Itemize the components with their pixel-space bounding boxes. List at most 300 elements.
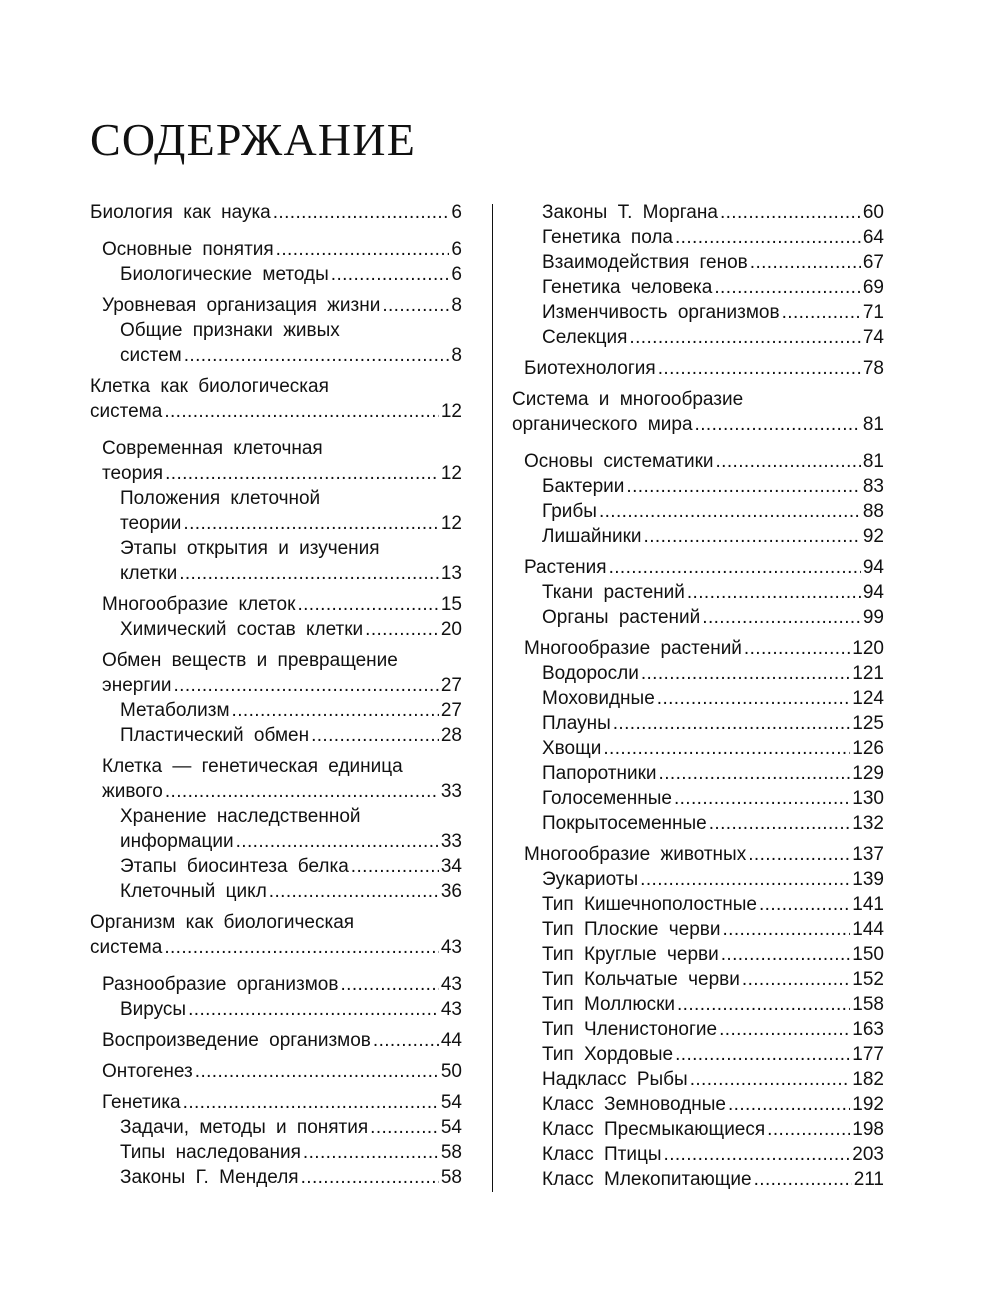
dot-leader	[719, 1017, 850, 1042]
toc-entry	[512, 605, 884, 630]
toc-entry-title: Надкласс Рыбы	[542, 1069, 688, 1090]
page-number: 43	[440, 974, 462, 995]
toc-entry-line	[102, 673, 462, 698]
toc-entry	[90, 237, 462, 262]
toc-entry	[90, 1090, 462, 1115]
toc-entry-line	[542, 1142, 884, 1167]
dot-leader	[165, 779, 439, 804]
toc-entry	[512, 942, 884, 967]
page-number: 120	[852, 638, 884, 659]
toc-entry-title: Метаболизм	[120, 700, 230, 721]
toc-entry-title: Эукариоты	[542, 869, 639, 890]
toc-entry-title: Многообразие растений	[524, 638, 742, 659]
dot-leader	[723, 917, 851, 942]
toc-entry-line	[120, 511, 462, 536]
dot-leader	[728, 1092, 850, 1117]
dot-leader	[164, 935, 439, 960]
toc-entry	[512, 711, 884, 736]
toc-entry	[90, 1059, 462, 1084]
dot-leader	[184, 343, 450, 368]
toc-entry	[512, 661, 884, 686]
dot-leader	[626, 474, 860, 499]
page-number: 33	[440, 831, 462, 852]
dot-leader	[759, 892, 850, 917]
dot-leader	[677, 992, 850, 1017]
toc-entry	[512, 867, 884, 892]
page-number: 81	[862, 414, 884, 435]
toc-entry-line	[542, 1067, 884, 1092]
dot-leader	[767, 1117, 850, 1142]
dot-leader	[742, 967, 850, 992]
page-number: 130	[852, 788, 884, 809]
dot-leader	[165, 461, 439, 486]
toc-entry-line	[120, 617, 462, 642]
toc-entry-line	[542, 250, 884, 275]
page-number: 6	[451, 239, 462, 260]
toc-entry-line	[120, 698, 462, 723]
page-number: 64	[862, 227, 884, 248]
page-number: 158	[852, 994, 884, 1015]
toc-entry-line	[542, 736, 884, 761]
toc-entry-line	[542, 1042, 884, 1067]
page-number: 81	[862, 451, 884, 472]
dot-leader	[609, 555, 861, 580]
page-number: 99	[862, 607, 884, 628]
toc-entry	[90, 997, 462, 1022]
toc-left-column	[90, 200, 462, 1190]
toc-entry-title: Голосеменные	[542, 788, 672, 809]
toc-entry	[90, 1165, 462, 1190]
dot-leader	[273, 200, 450, 225]
toc-entry	[512, 967, 884, 992]
toc-entry-title: Тип Моллюски	[542, 994, 675, 1015]
dot-leader	[754, 1167, 852, 1192]
dot-leader	[748, 842, 850, 867]
toc-entry-line	[90, 935, 462, 960]
dot-leader	[195, 1059, 439, 1084]
page-number: 126	[852, 738, 884, 759]
page-number: 71	[862, 302, 884, 323]
toc-entry	[90, 293, 462, 318]
toc-entry-title-line: Организм как биологическая	[90, 912, 355, 933]
dot-leader	[640, 867, 850, 892]
toc-entry-line	[542, 580, 884, 605]
dot-leader	[301, 1165, 439, 1190]
toc-entry-title: Воспроизведение организмов	[102, 1030, 371, 1051]
toc-entry	[90, 879, 462, 904]
toc-entry	[512, 200, 884, 225]
toc-entry-title: теория	[102, 463, 164, 484]
toc-entry-title: Основы систематики	[524, 451, 714, 472]
toc-entry	[512, 686, 884, 711]
dot-leader	[232, 698, 439, 723]
dot-leader	[659, 761, 851, 786]
page-number: 8	[451, 345, 462, 366]
toc-entry	[90, 262, 462, 287]
toc-entry-title-line: Хранение наследственной	[120, 806, 361, 827]
page-number: 54	[440, 1117, 462, 1138]
toc-entry-title: Плауны	[542, 713, 611, 734]
dot-leader	[340, 972, 438, 997]
toc-entry-title: Тип Хордовые	[542, 1044, 674, 1065]
dot-leader	[613, 711, 851, 736]
toc-entry-title: Многообразие животных	[524, 844, 747, 865]
toc-entry-line	[542, 225, 884, 250]
toc-entry	[90, 1115, 462, 1140]
dot-leader	[675, 225, 861, 250]
dot-leader	[716, 449, 861, 474]
page-number: 152	[852, 969, 884, 990]
toc-entry	[512, 892, 884, 917]
toc-entry-title: теории	[120, 513, 182, 534]
page-number: 13	[440, 563, 462, 584]
dot-leader	[269, 879, 439, 904]
toc-entry-title: Биотехнология	[524, 358, 656, 379]
toc-entry	[90, 1140, 462, 1165]
toc-entry	[90, 972, 462, 997]
toc-entry-title: Моховидные	[542, 688, 655, 709]
toc-entry-line	[542, 711, 884, 736]
page-number: 58	[440, 1142, 462, 1163]
toc-entry	[512, 325, 884, 350]
page-number: 44	[440, 1030, 462, 1051]
dot-leader	[365, 617, 439, 642]
toc-entry	[90, 698, 462, 723]
dot-leader	[714, 275, 861, 300]
dot-leader	[603, 736, 850, 761]
toc-entry	[90, 754, 462, 804]
toc-entry-line	[542, 786, 884, 811]
page-number: 144	[852, 919, 884, 940]
toc-entry-line	[120, 1140, 462, 1165]
dot-leader	[690, 1067, 851, 1092]
toc-entry-title: живого	[102, 781, 163, 802]
toc-entry-line	[542, 499, 884, 524]
page-number: 20	[440, 619, 462, 640]
toc-entry	[90, 374, 462, 424]
page-number: 33	[440, 781, 462, 802]
toc-entry	[90, 592, 462, 617]
dot-leader	[750, 250, 861, 275]
toc-entry-title: система	[90, 937, 163, 958]
toc-entry-line	[90, 399, 462, 424]
toc-entry-title: Клеточный цикл	[120, 881, 267, 902]
toc-entry-line	[542, 942, 884, 967]
toc-entry-title: Тип Круглые черви	[542, 944, 719, 965]
page-number: 50	[440, 1061, 462, 1082]
toc-entry-line	[524, 449, 884, 474]
toc-entry-line	[542, 967, 884, 992]
dot-leader	[382, 293, 449, 318]
dot-leader	[179, 561, 439, 586]
toc-entry	[512, 1017, 884, 1042]
toc-entry-title-line: Положения клеточной	[120, 488, 321, 509]
toc-entry	[512, 786, 884, 811]
toc-entry-title-line: Клетка как биологическая	[90, 376, 329, 397]
toc-entry-line	[542, 892, 884, 917]
toc-entry-title: Папоротники	[542, 763, 657, 784]
dot-leader	[276, 237, 450, 262]
toc-entry	[512, 761, 884, 786]
dot-leader	[236, 829, 439, 854]
dot-leader	[373, 1028, 439, 1053]
dot-leader	[644, 524, 861, 549]
toc-entry-title: Класс Земноводные	[542, 1094, 726, 1115]
page-number: 141	[852, 894, 884, 915]
toc-entry-line	[90, 200, 462, 225]
dot-leader	[687, 580, 861, 605]
toc-entry-title: Генетика	[102, 1092, 181, 1113]
toc-entry	[90, 617, 462, 642]
page-number: 177	[852, 1044, 884, 1065]
toc-entry-title: Вирусы	[120, 999, 187, 1020]
toc-entry-line	[542, 686, 884, 711]
dot-leader	[297, 592, 438, 617]
toc-entry	[512, 1167, 884, 1192]
toc-entry-title: Бактерии	[542, 476, 625, 497]
toc-entry-title: Разнообразие организмов	[102, 974, 339, 995]
page-number: 58	[440, 1167, 462, 1188]
toc-entry-title: Класс Птицы	[542, 1144, 662, 1165]
toc-entry-title: информации	[120, 831, 234, 852]
page-number: 88	[862, 501, 884, 522]
page-number: 60	[862, 202, 884, 223]
toc-entry-line	[542, 811, 884, 836]
dot-leader	[599, 499, 861, 524]
dot-leader	[188, 997, 439, 1022]
page-number: 94	[862, 582, 884, 603]
page-number: 182	[852, 1069, 884, 1090]
toc-entry-line	[102, 293, 462, 318]
toc-entry-line	[542, 325, 884, 350]
toc-entry	[512, 524, 884, 549]
toc-entry-line	[542, 605, 884, 630]
toc-entry-line	[120, 997, 462, 1022]
toc-entry	[90, 854, 462, 879]
toc-entry	[90, 486, 462, 536]
toc-entry-title: Водоросли	[542, 663, 639, 684]
toc-entry-title: Растения	[524, 557, 607, 578]
toc-entry-title: Селекция	[542, 327, 628, 348]
dot-leader	[695, 412, 861, 437]
toc-entry-line	[542, 275, 884, 300]
toc-entry	[512, 1092, 884, 1117]
toc-entry-title-line: Клетка — генетическая единица	[102, 756, 403, 777]
page-number: 43	[440, 999, 462, 1020]
toc-entry-line	[120, 723, 462, 748]
toc-entry-line	[524, 636, 884, 661]
toc-entry	[512, 250, 884, 275]
dot-leader	[173, 673, 438, 698]
dot-leader	[164, 399, 439, 424]
toc-entry-title: Тип Плоские черви	[542, 919, 721, 940]
dot-leader	[674, 786, 850, 811]
toc-entry	[512, 499, 884, 524]
toc-entry	[512, 736, 884, 761]
toc-entry-title: Типы наследования	[120, 1142, 301, 1163]
toc-entry	[512, 300, 884, 325]
toc-entry-line	[542, 200, 884, 225]
toc-entry	[512, 1067, 884, 1092]
toc-entry	[512, 842, 884, 867]
toc-entry-line	[542, 761, 884, 786]
toc-entry-line	[542, 661, 884, 686]
toc-entry	[512, 449, 884, 474]
toc-entry	[90, 648, 462, 698]
toc-entry	[90, 318, 462, 368]
toc-entry-line	[542, 992, 884, 1017]
page-number: 6	[451, 264, 462, 285]
dot-leader	[641, 661, 850, 686]
toc-entry	[512, 275, 884, 300]
toc-entry-line	[120, 1165, 462, 1190]
dot-leader	[702, 605, 861, 630]
page-number: 211	[853, 1169, 884, 1190]
toc-entry-title: Тип Кольчатые черви	[542, 969, 740, 990]
page-number: 34	[440, 856, 462, 877]
toc-entry-line	[102, 972, 462, 997]
page-number: 12	[440, 401, 462, 422]
page-number: 74	[862, 327, 884, 348]
toc-entry	[90, 200, 462, 225]
toc-entry	[90, 1028, 462, 1053]
page-title: СОДЕРЖАНИЕ	[90, 114, 417, 165]
toc-entry-title: Этапы биосинтеза белка	[120, 856, 349, 877]
toc-entry-line	[120, 262, 462, 287]
toc-entry-line	[524, 842, 884, 867]
toc-entry-title: Тип Кишечнополостные	[542, 894, 757, 915]
page-number: 132	[852, 813, 884, 834]
page-number: 92	[862, 526, 884, 547]
toc-entry-title: Генетика человека	[542, 277, 713, 298]
toc-entry	[512, 1117, 884, 1142]
page-number: 27	[440, 700, 462, 721]
toc-entry-line	[542, 1167, 884, 1192]
dot-leader	[183, 1090, 439, 1115]
toc-entry-title: Грибы	[542, 501, 597, 522]
toc-entry-line	[542, 524, 884, 549]
toc-entry-title: Органы растений	[542, 607, 701, 628]
toc-entry-line	[102, 461, 462, 486]
dot-leader	[183, 511, 438, 536]
toc-entry-line	[524, 356, 884, 381]
page-number: 163	[852, 1019, 884, 1040]
page-number: 124	[852, 688, 884, 709]
dot-leader	[311, 723, 439, 748]
toc-entry-line	[102, 1028, 462, 1053]
toc-entry-title: Тип Членистоногие	[542, 1019, 718, 1040]
page-number: 43	[440, 937, 462, 958]
page-number: 8	[451, 295, 462, 316]
toc-entry-title-line: Система и многообразие	[512, 389, 744, 410]
toc-entry-line	[512, 412, 884, 437]
toc-entry-line	[120, 343, 462, 368]
column-divider	[492, 204, 493, 1192]
toc-entry-title: Основные понятия	[102, 239, 274, 260]
toc-entry	[512, 555, 884, 580]
page-number: 203	[852, 1144, 884, 1165]
page-number: 78	[862, 358, 884, 379]
toc-entry-title: Законы Т. Моргана	[542, 202, 718, 223]
toc-entry	[90, 536, 462, 586]
toc-entry-title: Биологические методы	[120, 264, 329, 285]
page-number: 192	[852, 1094, 884, 1115]
toc-entry-line	[102, 1090, 462, 1115]
page-number: 137	[852, 844, 884, 865]
toc-entry-title: клетки	[120, 563, 178, 584]
toc-entry-line	[542, 474, 884, 499]
dot-leader	[303, 1140, 439, 1165]
toc-entry-line	[542, 867, 884, 892]
toc-entry-title-line: Обмен веществ и превращение	[102, 650, 398, 671]
dot-leader	[629, 325, 860, 350]
toc-entry-line	[524, 555, 884, 580]
toc-entry-title: Изменчивость организмов	[542, 302, 780, 323]
toc-entry-title: Пластический обмен	[120, 725, 310, 746]
toc-entry-line	[120, 854, 462, 879]
toc-entry	[90, 804, 462, 854]
page-number: 129	[852, 763, 884, 784]
toc-entry-line	[542, 1117, 884, 1142]
toc-entry-title: Лишайники	[542, 526, 642, 547]
toc-entry-line	[542, 1092, 884, 1117]
toc-entry-line	[542, 1017, 884, 1042]
toc-entry	[512, 580, 884, 605]
toc-entry-title: Ткани растений	[542, 582, 685, 603]
toc-entry-line	[120, 1115, 462, 1140]
toc-entry	[512, 992, 884, 1017]
toc-entry	[512, 387, 884, 437]
page-number: 198	[852, 1119, 884, 1140]
dot-leader	[664, 1142, 851, 1167]
toc-right-column	[512, 200, 884, 1192]
dot-leader	[658, 356, 861, 381]
dot-leader	[720, 200, 861, 225]
dot-leader	[331, 262, 450, 287]
toc-entry-title: систем	[120, 345, 182, 366]
toc-entry	[512, 225, 884, 250]
page-number: 12	[440, 513, 462, 534]
toc-entry-title: система	[90, 401, 163, 422]
toc-entry	[512, 917, 884, 942]
toc-entry-line	[120, 829, 462, 854]
page-number: 6	[451, 202, 462, 223]
dot-leader	[370, 1115, 439, 1140]
toc-entry-title: Покрытосеменные	[542, 813, 707, 834]
page-number: 83	[862, 476, 884, 497]
toc-entry-title-line: Общие признаки живых	[120, 320, 340, 341]
toc-entry	[90, 436, 462, 486]
dot-leader	[721, 942, 851, 967]
toc-entry-title: Хвощи	[542, 738, 602, 759]
toc-entry	[90, 910, 462, 960]
toc-entry-title-line: Этапы открытия и изучения	[120, 538, 380, 559]
page-number: 121	[852, 663, 884, 684]
dot-leader	[657, 686, 851, 711]
dot-leader	[351, 854, 439, 879]
toc-entry	[512, 636, 884, 661]
dot-leader	[709, 811, 851, 836]
toc-entry-title: Химический состав клетки	[120, 619, 364, 640]
toc-entry-line	[120, 561, 462, 586]
toc-entry-title: Класс Млекопитающие	[542, 1169, 752, 1190]
page-number: 69	[862, 277, 884, 298]
page-number: 67	[862, 252, 884, 273]
toc-entry-title: органического мира	[512, 414, 693, 435]
page-number: 28	[440, 725, 462, 746]
dot-leader	[675, 1042, 850, 1067]
toc-entry-title: Класс Пресмыкающиеся	[542, 1119, 766, 1140]
